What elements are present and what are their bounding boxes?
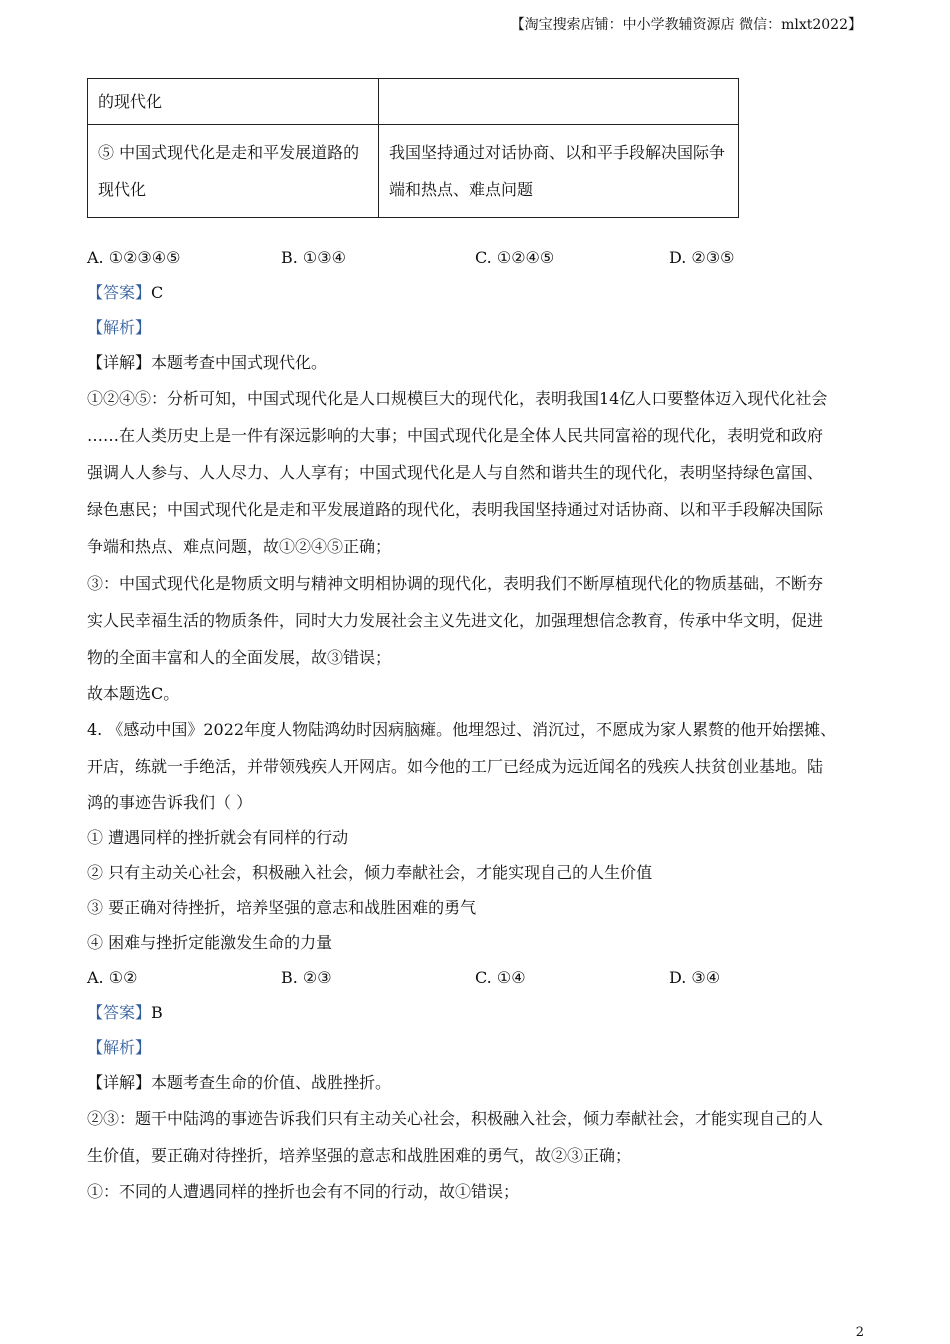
option-c: C. ①②④⑤ (475, 248, 555, 267)
q3-detail-line: 强调人人参与、人人尽力、人人享有；中国式现代化是人与自然和谐共生的现代化，表明坚持绿色富国、 (87, 463, 824, 482)
q4-item: ③ 要正确对待挫折，培养坚强的意志和战胜困难的勇气 (87, 898, 477, 917)
q3-analysis-tag: 【解析】 (87, 318, 152, 337)
q4-stem-line: 鸿的事迹告诉我们（ ） (87, 793, 253, 812)
q3-answer (87, 275, 867, 310)
q3-detail-line: 【详解】本题考查中国式现代化。 (87, 353, 328, 372)
option-b: B. ①③④ (281, 248, 346, 267)
answer-tag: 【答案】 (87, 1003, 152, 1022)
comparison-table (87, 78, 739, 218)
q3-detail-line: ③：中国式现代化是物质文明与精神文明相协调的现代化，表明我们不断厚植现代化的物质基础，不断夯 (87, 574, 824, 593)
page-header: 【淘宝搜索店铺：中小学教辅资源店 微信：mlxt2022】 (510, 17, 862, 33)
q3-detail-line: 故本题选C。 (87, 684, 180, 703)
option-b: B. ②③ (281, 968, 332, 987)
answer-value: B (151, 1003, 163, 1022)
option-a: A. ①② (87, 968, 138, 987)
q4-item: ① 遭遇同样的挫折就会有同样的行动 (87, 828, 349, 847)
table-cell: ⑤ 中国式现代化是走和平发展道路的现代化 (88, 125, 379, 218)
option-a: A. ①②③④⑤ (87, 248, 181, 267)
answer-tag: 【答案】 (87, 283, 152, 302)
q3-detail-line: 争端和热点、难点问题，故①②④⑤正确； (87, 537, 392, 556)
q3-detail-line: 物的全面丰富和人的全面发展，故③错误； (87, 648, 392, 667)
q4-item: ② 只有主动关心社会，积极融入社会，倾力奉献社会，才能实现自己的人生价值 (87, 863, 653, 882)
q4-detail-line: ②③：题干中陆鸿的事迹告诉我们只有主动关心社会，积极融入社会，倾力奉献社会，才能实现自己的人 (87, 1109, 824, 1128)
table-row (88, 79, 739, 125)
q4-detail-line: ①：不同的人遭遇同样的挫折也会有不同的行动，故①错误； (87, 1182, 520, 1201)
option-c: C. ①④ (475, 968, 526, 987)
table-cell: 我国坚持通过对话协商、以和平手段解决国际争端和热点、难点问题 (379, 125, 739, 218)
q4-options (87, 960, 867, 995)
q4-stem-line: 开店，练就一手绝活，并带领残疾人开网店。如今他的工厂已经成为远近闻名的残疾人扶贫创业基地。陆 (87, 757, 824, 776)
q3-detail-line: 实人民幸福生活的物质条件，同时大力发展社会主义先进文化，加强理想信念教育，传承中华文明，促进 (87, 611, 824, 630)
q3-options (87, 240, 867, 275)
q4-stem-line: 4. 《感动中国》2022年度人物陆鸿幼时因病脑瘫。他埋怨过、消沉过，不愿成为家人累赘的他开始摆摊、 (87, 720, 837, 739)
table-row (88, 125, 739, 218)
q4-answer (87, 995, 867, 1030)
q3-detail-line: ①②④⑤：分析可知，中国式现代化是人口规模巨大的现代化，表明我国14亿人口要整体迈入现代化社会 (87, 389, 828, 408)
page-content (87, 240, 867, 1209)
answer-value: C (151, 283, 164, 302)
option-d: D. ②③⑤ (669, 248, 735, 267)
q4-analysis-tag: 【解析】 (87, 1038, 152, 1057)
q3-detail-line: 绿色惠民；中国式现代化是走和平发展道路的现代化，表明我国坚持通过对话协商、以和平手段解决国际 (87, 500, 824, 519)
q4-detail-line: 生价值，要正确对待挫折，培养坚强的意志和战胜困难的勇气，故②③正确； (87, 1146, 632, 1165)
q4-detail-line: 【详解】本题考查生命的价值、战胜挫折。 (87, 1073, 392, 1092)
option-d: D. ③④ (669, 968, 721, 987)
table-cell: 的现代化 (88, 79, 379, 125)
q3-detail-line: ……在人类历史上是一件有深远影响的大事；中国式现代化是全体人民共同富裕的现代化，表明党和政府 (87, 426, 824, 445)
table-cell (379, 79, 739, 125)
q4-item: ④ 困难与挫折定能激发生命的力量 (87, 933, 333, 952)
page-number: 2 (855, 1325, 864, 1340)
